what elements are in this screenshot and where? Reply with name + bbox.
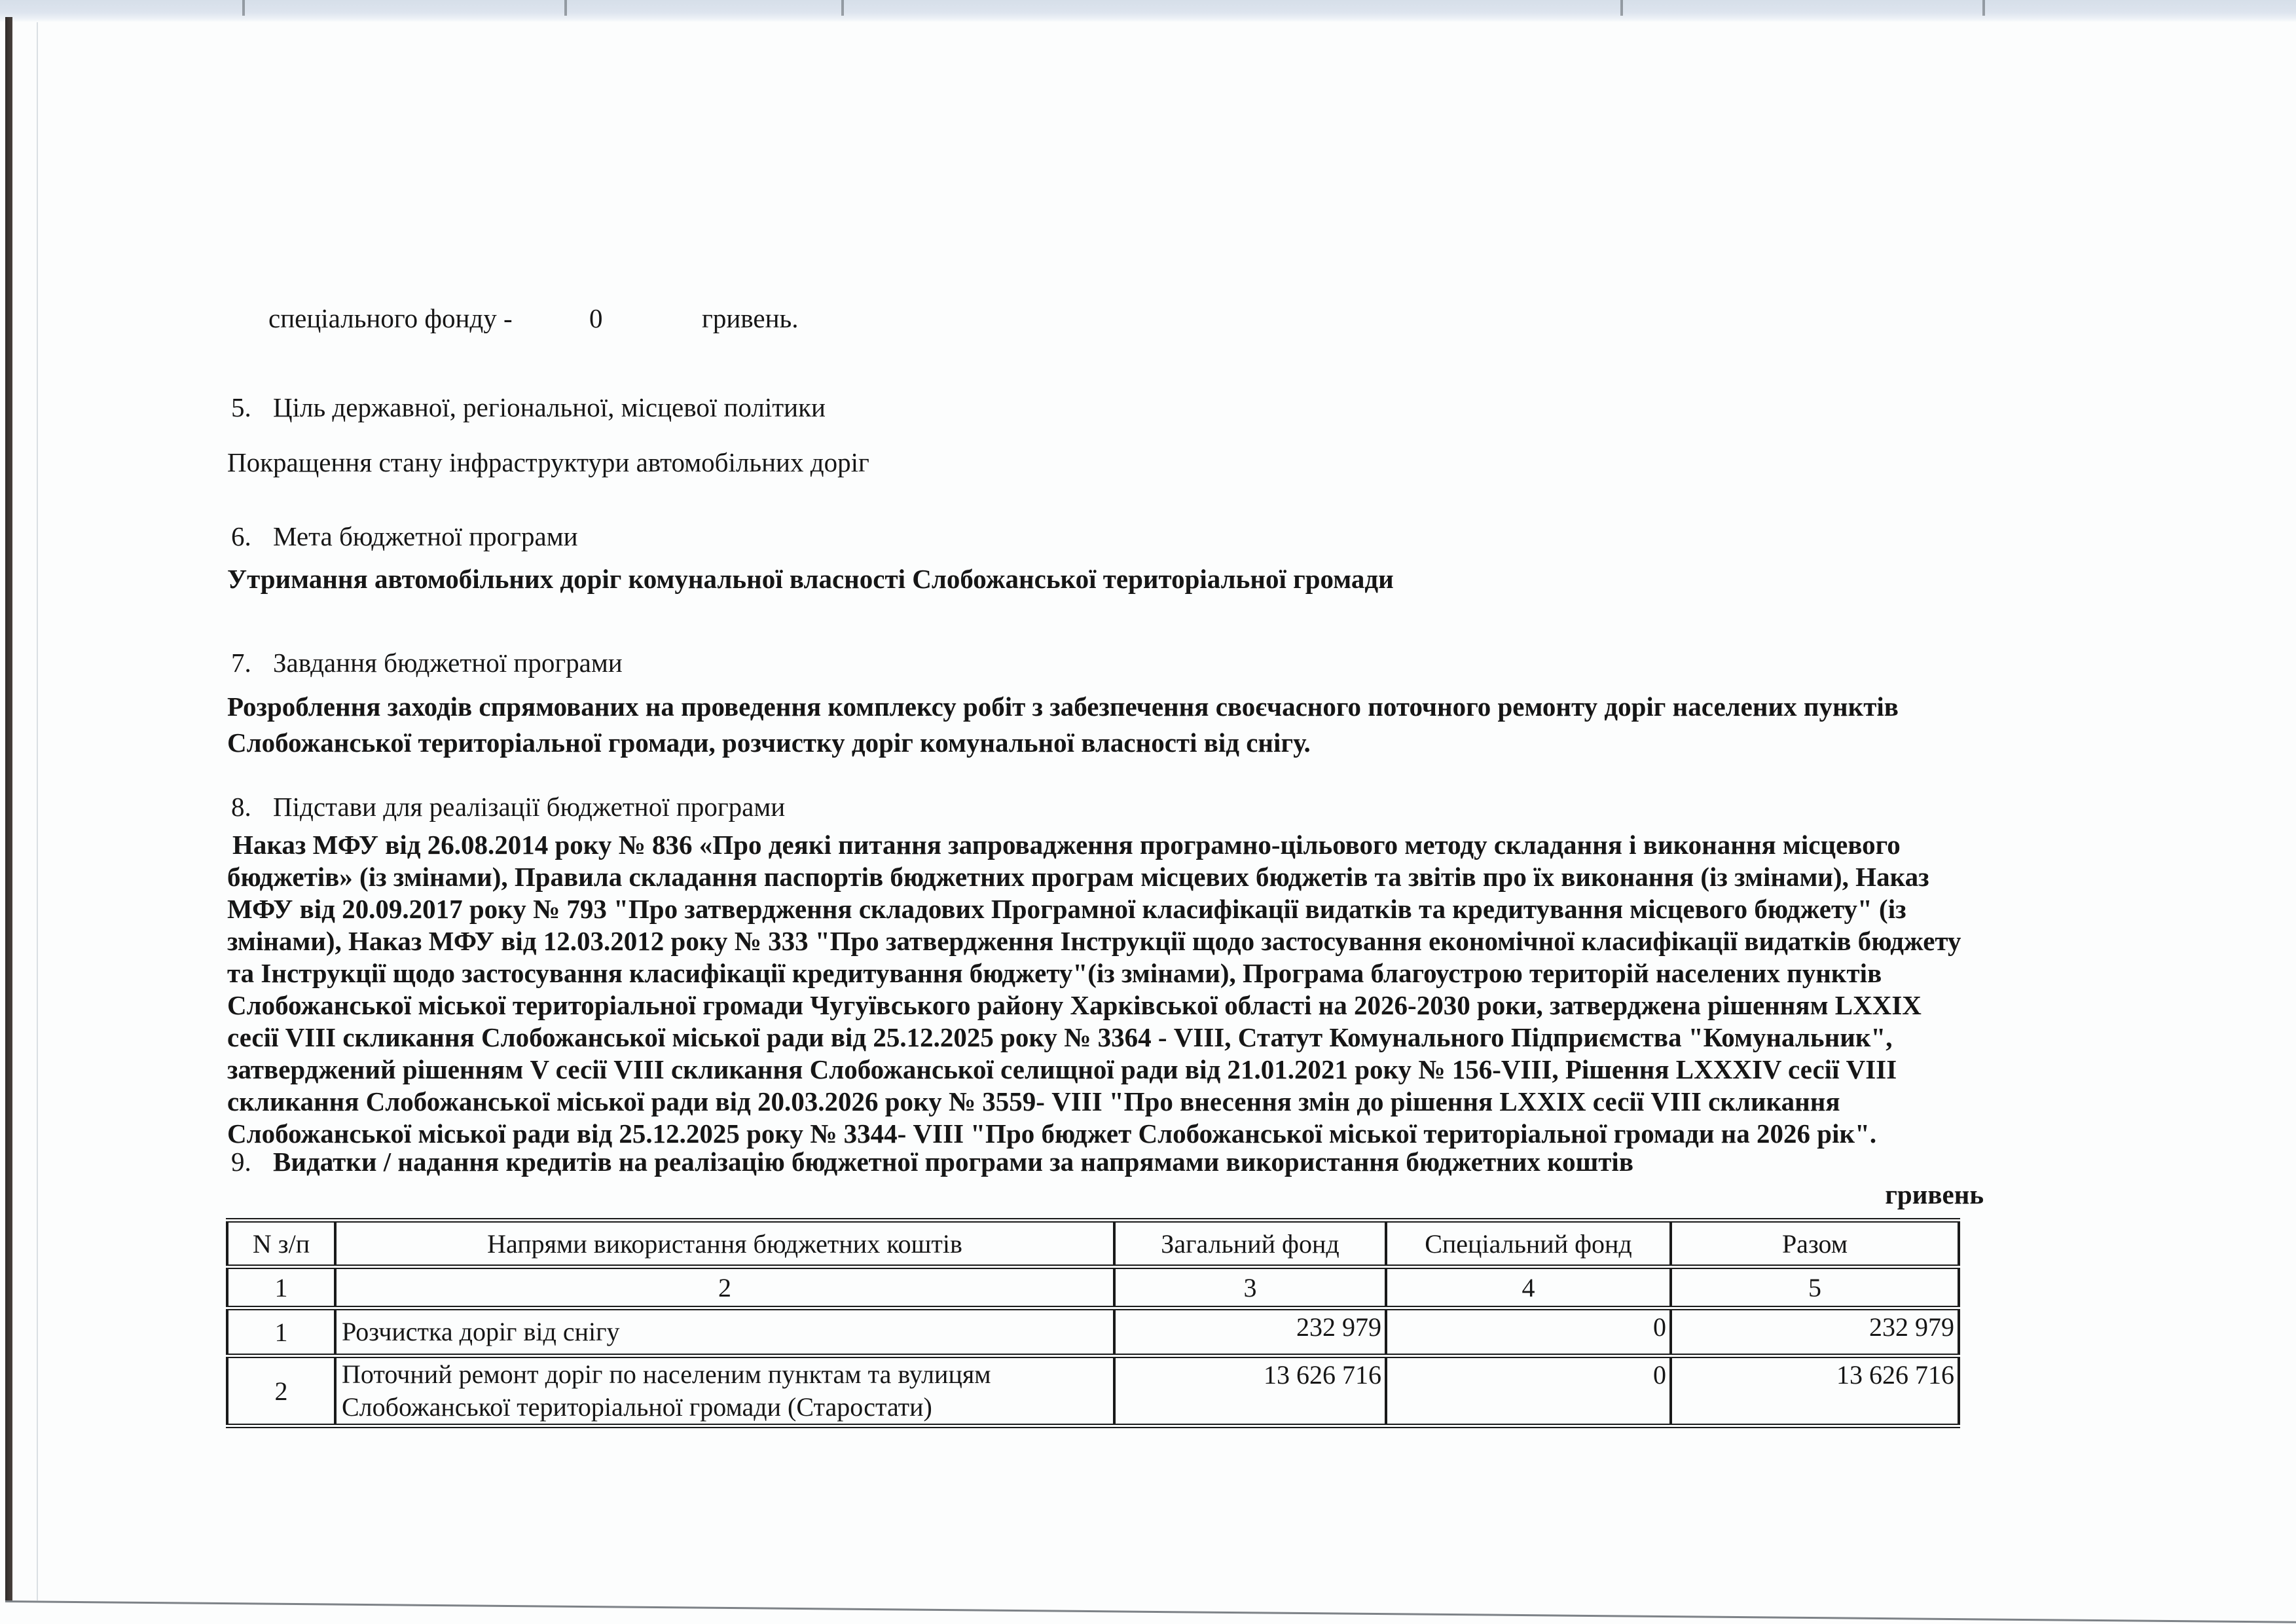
section-8-heading	[231, 791, 785, 822]
row-direction: Розчистка доріг від снігу	[335, 1308, 1114, 1356]
currency-note: гривень	[1885, 1179, 1984, 1209]
section-6-number: 6.	[231, 521, 251, 551]
special-fund-unit: гривень.	[702, 303, 799, 333]
row-number: 2	[227, 1356, 335, 1426]
scan-tick-mark	[1620, 0, 1623, 16]
column-number: 1	[227, 1267, 335, 1308]
section-6-title: Мета бюджетної програми	[273, 521, 578, 551]
row-direction: Поточний ремонт доріг по населеним пунктам та вулицям Слобожанської територіальної громади (Старостати)	[335, 1356, 1114, 1426]
section-5-number: 5.	[231, 392, 251, 422]
row-general-fund: 13 626 716	[1114, 1356, 1386, 1426]
scan-tick-mark	[841, 0, 844, 16]
column-number: 5	[1671, 1267, 1959, 1308]
scan-tick-mark	[564, 0, 567, 16]
header-directions: Напрями використання бюджетних коштів	[335, 1221, 1114, 1267]
section-7-number: 7.	[231, 648, 251, 678]
header-general-fund: Загальний фонд	[1114, 1221, 1386, 1267]
section-6-body: Утримання автомобільних доріг комунальної власності Слобожанської територіальної громади	[227, 564, 1394, 594]
column-number: 2	[335, 1267, 1114, 1308]
section-7-title: Завдання бюджетної програми	[273, 648, 623, 678]
scan-tick-mark	[242, 0, 245, 16]
table-header-row	[227, 1221, 1959, 1267]
section-8-title: Підстави для реалізації бюджетної програми	[273, 792, 786, 822]
row-special-fund: 0	[1386, 1356, 1671, 1426]
section-9-number: 9.	[231, 1147, 251, 1177]
row-total: 232 979	[1671, 1308, 1959, 1356]
section-7-body: Розроблення заходів спрямованих на проведення комплексу робіт з забезпечення своєчасного поточного ремонту доріг населених пунктів Слобожанської територіальної громади, розчистку доріг комунальної власності від снігу.	[227, 692, 1899, 758]
section-9-heading	[231, 1146, 1633, 1177]
scan-top-edge-band	[0, 0, 2296, 22]
section-5-title: Ціль державної, регіональної, місцевої політики	[273, 392, 826, 422]
table-row	[227, 1308, 1959, 1356]
row-number: 1	[227, 1308, 335, 1356]
header-total: Разом	[1671, 1221, 1959, 1267]
special-fund-line	[0, 303, 2296, 342]
section-7-heading	[231, 647, 623, 678]
expenditures-table	[226, 1218, 1960, 1428]
special-fund-value: 0	[589, 303, 603, 333]
section-6-heading	[231, 521, 578, 552]
section-5-body: Покращення стану інфраструктури автомобільних доріг	[227, 447, 869, 477]
header-special-fund: Спеціальний фонд	[1386, 1221, 1671, 1267]
scan-bottom-page-edge	[5, 1600, 2296, 1624]
section-5-heading	[231, 392, 826, 423]
column-number: 4	[1386, 1267, 1671, 1308]
header-row-number: N з/п	[227, 1221, 335, 1267]
table-column-number-row	[227, 1267, 1959, 1308]
row-total: 13 626 716	[1671, 1356, 1959, 1426]
column-number: 3	[1114, 1267, 1386, 1308]
row-general-fund: 232 979	[1114, 1308, 1386, 1356]
special-fund-label: спеціального фонду -	[268, 303, 513, 333]
section-8-number: 8.	[231, 792, 251, 822]
scan-left-edge	[5, 17, 12, 1602]
section-8-body: Наказ МФУ від 26.08.2014 року № 836 «Про деякі питання запровадження програмно-цільового методу складання і виконання місцевого бюджетів» (із змінами), Правила складання паспортів бюджетних програм місцевих бюджетів та звітів про їх виконання (із змінами), Наказ МФУ від 20.09.2017 року № 793 "Про затвердження складових Програмної класифікації видатків та кредитування місцевого бюджету" (із змінами), Наказ МФУ від 12.03.2012 року № 333 "Про затвердження Інструкції щодо застосування економічної класифікації видатків бюджету та Інструкції щодо застосування класифікації кредитування бюджету"(із змінами), Програма благоустрою територій населених пунктів Слобожанської міської територіальної громади Чугуївського району Харківської області на 2026-2030 роки, затверджена рішенням LXXIX сесії VIII скликання Слобожанської міської ради від 25.12.2025 року № 3364 - VIII, Статут Комунального Підприємства "Комунальник", затверджений рішенням V сесії VIII скликання Слобожанської селищної ради від 21.01.2021 року № 156-VIII, Рішення LXXXIV сесії VIII скликання Слобожанської міської ради від 20.03.2026 року № 3559- VIII "Про внесення змін до рішення LXXIX сесії VIII скликання Слобожанської міської ради від 25.12.2025 року № 3344- VIII "Про бюджет Слобожанської міської територіальної громади на 2026 рік".	[227, 830, 1961, 1149]
scan-left-page-edge	[37, 22, 38, 1600]
scan-tick-mark	[1982, 0, 1985, 16]
section-9-title: Видатки / надання кредитів на реалізацію бюджетної програми за напрямами використання бюджетних коштів	[273, 1147, 1633, 1177]
row-special-fund: 0	[1386, 1308, 1671, 1356]
table-row	[227, 1356, 1959, 1426]
